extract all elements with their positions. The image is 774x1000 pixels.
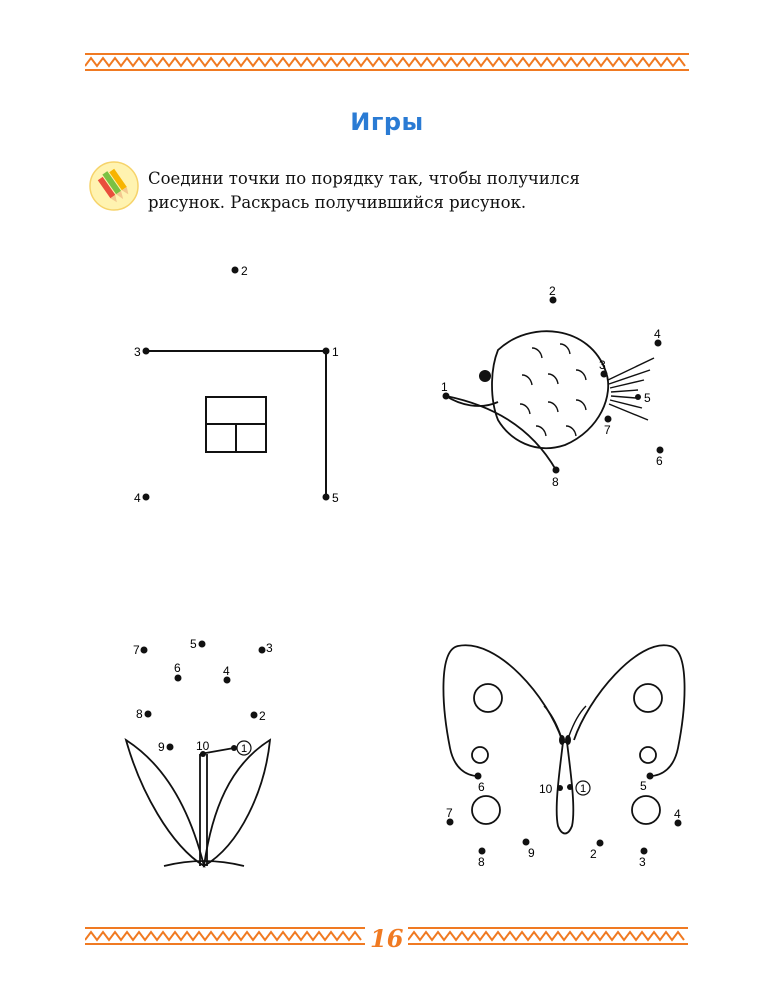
dot-label: 3 — [639, 855, 646, 869]
dot-label: 8 — [136, 707, 143, 721]
dot-label: 9 — [528, 846, 535, 860]
dot-5 — [323, 494, 330, 501]
dot-label: 3 — [266, 641, 273, 655]
dot-3 — [143, 348, 150, 355]
bottom-zigzag-border-left — [85, 924, 365, 950]
dot-label: 4 — [223, 664, 230, 678]
flower-puzzle — [120, 630, 300, 875]
dot-2 — [232, 267, 239, 274]
dot-label: 10 — [196, 739, 210, 753]
dot-8 — [145, 711, 152, 718]
dot-label: 6 — [656, 454, 663, 468]
dot-label: 6 — [174, 661, 181, 675]
dot-1 — [231, 745, 237, 751]
task-instruction — [148, 167, 618, 215]
dot-label: 4 — [134, 491, 141, 505]
dot-6 — [657, 447, 664, 454]
dot-label: 4 — [674, 807, 681, 821]
dot-10 — [557, 785, 563, 791]
dot-label: 2 — [259, 709, 266, 723]
dot-label: 1 — [441, 380, 448, 394]
dot-3 — [641, 848, 648, 855]
dot-label: 4 — [654, 327, 661, 341]
pencils-icon — [88, 160, 140, 212]
dot-label: 6 — [478, 780, 485, 794]
flower-dots — [133, 637, 273, 757]
dot-6 — [175, 675, 182, 682]
dot-label: 3 — [134, 345, 141, 359]
dot-label: 7 — [604, 423, 611, 437]
dot-label: 8 — [552, 475, 559, 489]
dot-5 — [199, 641, 206, 648]
house-puzzle — [120, 255, 360, 515]
dot-label: 5 — [640, 779, 647, 793]
dot-8 — [553, 467, 560, 474]
dot-label: 10 — [539, 782, 553, 796]
dot-label: 9 — [158, 740, 165, 754]
fish-dots — [441, 284, 664, 489]
dot-label: 2 — [549, 284, 556, 298]
dot-label: 1 — [579, 783, 587, 795]
instruction-line-1: Соедини точки по порядку так, чтобы получился — [148, 169, 580, 188]
dot-label: 3 — [599, 358, 606, 372]
dot-label: 2 — [241, 264, 248, 278]
dot-4 — [143, 494, 150, 501]
dot-label: 2 — [590, 847, 597, 861]
dot-label: 8 — [478, 855, 485, 869]
dot-5 — [647, 773, 654, 780]
dot-8 — [479, 848, 486, 855]
dot-label: 7 — [446, 806, 453, 820]
butterfly-puzzle — [438, 638, 694, 878]
page-title: Игры — [350, 108, 424, 136]
dot-7 — [141, 647, 148, 654]
dot-7 — [605, 416, 612, 423]
fish-puzzle — [430, 280, 680, 495]
butterfly-dots — [446, 773, 682, 870]
dot-1 — [323, 348, 330, 355]
dot-3 — [259, 647, 266, 654]
top-zigzag-border — [85, 46, 689, 76]
dot-2 — [251, 712, 258, 719]
dot-label: 5 — [332, 491, 339, 505]
dot-9 — [523, 839, 530, 846]
instruction-line-2: рисунок. Раскрась получившийся рисунок. — [148, 193, 527, 212]
dot-6 — [475, 773, 482, 780]
dot-2 — [597, 840, 604, 847]
bottom-zigzag-border-right — [408, 924, 688, 950]
dot-label: 7 — [133, 643, 140, 657]
dot-9 — [167, 744, 174, 751]
dot-1 — [567, 784, 573, 790]
dot-label: 5 — [644, 391, 651, 405]
page-number: 16 — [370, 924, 404, 953]
house-dots — [134, 264, 339, 505]
dot-5 — [635, 394, 641, 400]
dot-label: 5 — [190, 637, 197, 651]
dot-label: 1 — [240, 743, 248, 755]
dot-label: 1 — [332, 345, 339, 359]
